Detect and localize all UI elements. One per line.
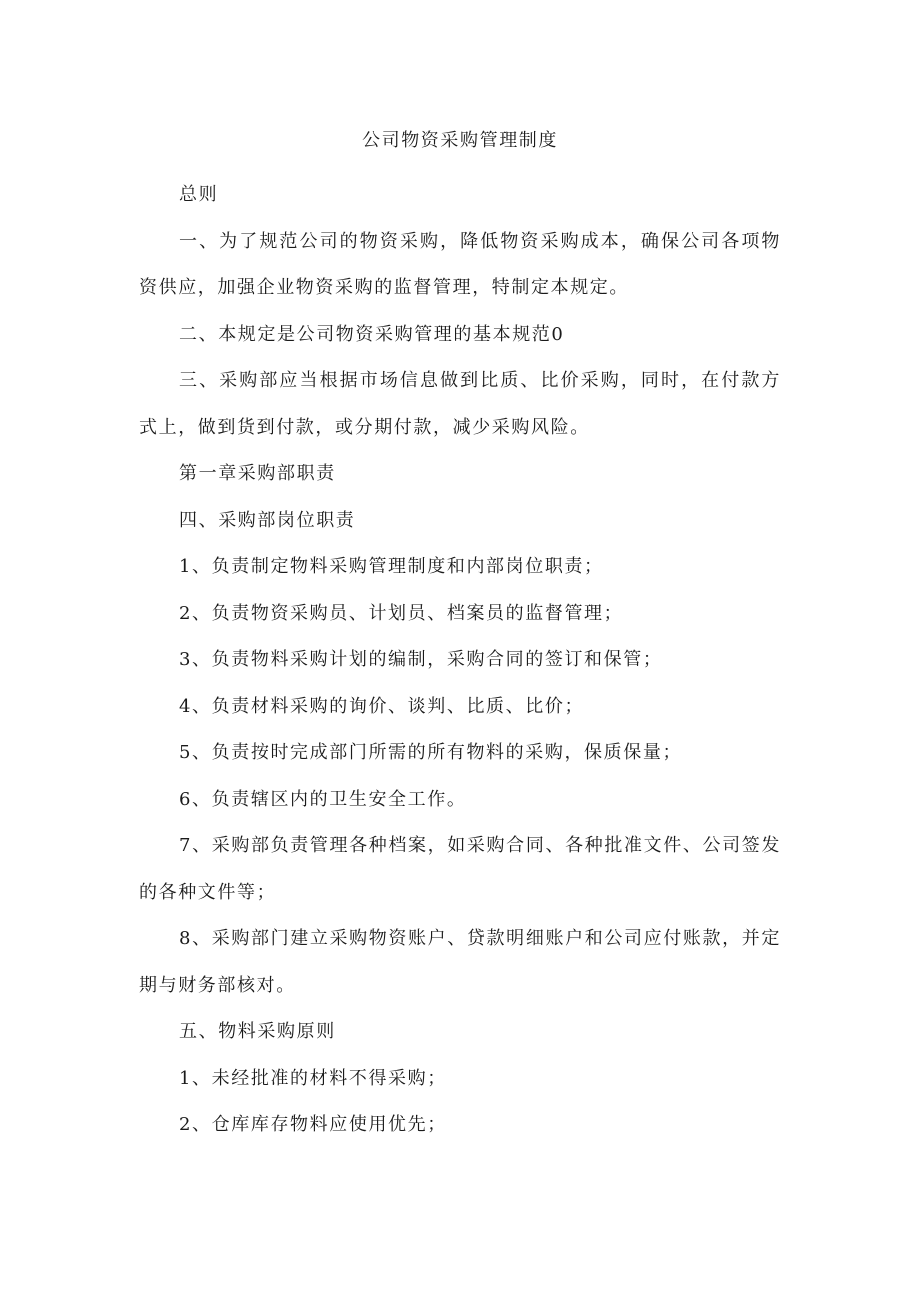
chapter-1-heading: 第一章采购部职责 xyxy=(179,463,336,484)
paragraph-general-provisions: 总则 xyxy=(179,184,219,205)
duty-item-7: 7、采购部负责管理各种档案，如采购合同、各种批准文件、公司签发的各种文件等； xyxy=(139,835,781,903)
principle-item-1: 1、未经批准的材料不得采购； xyxy=(179,1067,447,1089)
duty-item-2: 2、负责物资采购员、计划员、档案员的监督管理； xyxy=(179,602,624,624)
paragraph-article-2: 二、本规定是公司物资采购管理的基本规范0 xyxy=(179,323,565,345)
duty-item-6: 6、负责辖区内的卫生安全工作。 xyxy=(179,788,467,810)
paragraph-article-1: 一、为了规范公司的物资采购，降低物资采购成本，确保公司各项物资供应，加强企业物资采购的监督管理，特制定本规定。 xyxy=(139,230,781,298)
document-title: 公司物资采购管理制度 xyxy=(362,130,558,151)
duty-item-3: 3、负责物料采购计划的编制，采购合同的签订和保管； xyxy=(179,649,663,670)
duty-item-4: 4、负责材料采购的询价、谈判、比质、比价； xyxy=(179,695,585,717)
duty-item-8: 8、采购部门建立采购物资账户、贷款明细账户和公司应付账款，并定期与财务部核对。 xyxy=(139,928,781,996)
paragraph-article-3: 三、采购部应当根据市场信息做到比质、比价采购，同时，在付款方式上，做到货到付款，或分期付款，减少采购风险。 xyxy=(139,370,781,438)
duty-item-5: 5、负责按时完成部门所需的所有物料的采购，保质保量； xyxy=(179,742,683,763)
paragraph-article-5: 五、物料采购原则 xyxy=(179,1021,336,1042)
principle-item-2: 2、仓库库存物料应使用优先； xyxy=(179,1114,447,1135)
duty-item-1: 1、负责制定物料采购管理制度和内部岗位职责； xyxy=(179,556,604,577)
paragraph-article-4: 四、采购部岗位职责 xyxy=(179,509,356,531)
document-body xyxy=(139,124,781,1149)
